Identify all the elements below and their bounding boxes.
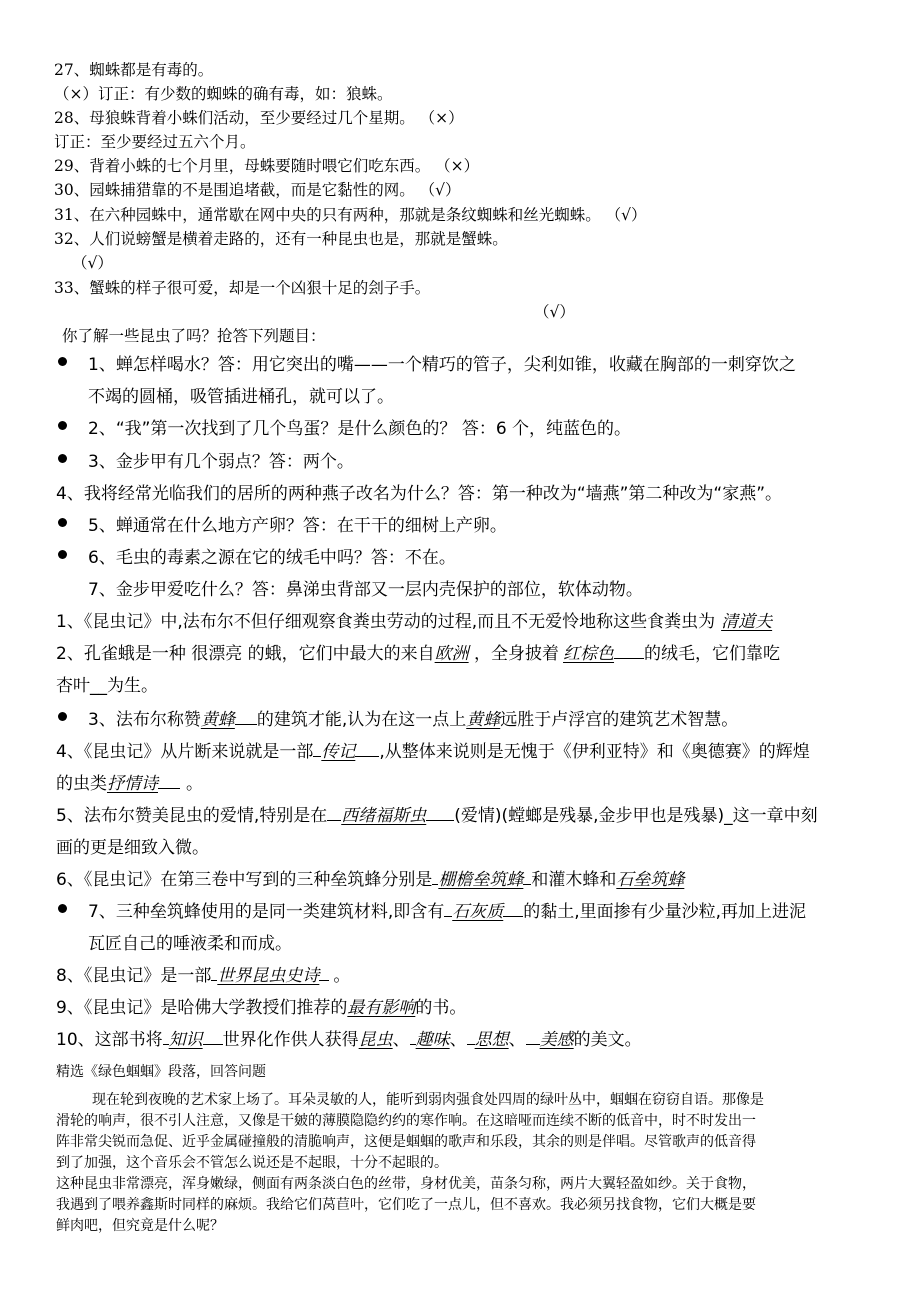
blank-line bbox=[426, 806, 454, 821]
tf-q27: 27、蜘蛛都是有毒的。 bbox=[54, 61, 214, 79]
fill-q5-answer: 西绪福斯虫 bbox=[341, 806, 427, 826]
reading-p2-line3: 鲜肉吧，但究竟是什么呢？ bbox=[56, 1218, 224, 1234]
bullet-icon bbox=[58, 421, 67, 430]
fill-q5 bbox=[56, 801, 818, 826]
fill-q2 bbox=[56, 639, 780, 664]
fill-q7-line2: 瓦匠自己的唾液柔和而成。 bbox=[88, 934, 292, 954]
bullet-icon bbox=[58, 550, 67, 559]
tf-q28: 28、母狼蛛背着小蛛们活动，至少要经过几个星期。 （×） bbox=[54, 109, 464, 127]
fill-q10-answer-1: 知识 bbox=[168, 1030, 203, 1050]
tf-q29: 29、背着小蛛的七个月里，母蛛要随时喂它们吃东西。 （×） bbox=[54, 157, 480, 175]
fill-q2-answer-1: 欧洲 bbox=[434, 644, 469, 664]
fill-q1-answer: 清道夫 bbox=[721, 612, 773, 632]
quiz-heading: 你了解一些昆虫了吗？抢答下列题目： bbox=[62, 327, 326, 345]
blank-line bbox=[503, 902, 523, 917]
blank-line bbox=[203, 1030, 223, 1045]
quiz-q1-line1: 1、蝉怎样喝水？答：用它突出的嘴——一个精巧的管子，尖利如锥，收藏在胸部的一刺穿饮之 bbox=[88, 355, 796, 375]
fill-q2-text: 2、孔雀蛾是一种 很漂亮 的蛾，它们中最大的来自 bbox=[56, 644, 435, 664]
fill-q1 bbox=[56, 607, 772, 632]
quiz-q4: 4、我将经常光临我们的居所的两种燕子改名为什么？答：第一种改为“墙燕”第二种改为“家燕”。 bbox=[56, 484, 783, 504]
tf-q30: 30、园蛛捕猎靠的不是围追堵截，而是它黏性的网。 （√） bbox=[54, 181, 461, 199]
fill-q6 bbox=[56, 865, 684, 890]
fill-q3-text: 3、法布尔称赞 bbox=[88, 710, 201, 730]
fill-q8-text: 8、《昆虫记》是一部 bbox=[56, 966, 212, 986]
bullet-icon bbox=[58, 454, 67, 463]
fill-q3-answer-1: 黄蜂 bbox=[200, 710, 235, 730]
fill-q10-sep: 、 bbox=[508, 1030, 526, 1050]
fill-q7 bbox=[88, 897, 806, 922]
reading-p2-line2: 我遇到了喂养鑫斯时同样的麻烦。我给它们莴苣叶，它们吃了一点儿，但不喜欢。我必须另找食物，它们大概是要 bbox=[56, 1197, 756, 1213]
fill-q6-answer-1: 棚檐垒筑蜂 bbox=[438, 870, 524, 890]
fill-q10-post: 的美文。 bbox=[573, 1030, 642, 1050]
fill-q7-post: 的黏土,里面掺有少量沙粒,再加上进泥 bbox=[523, 902, 807, 922]
fill-q3-mid: 的建筑才能,认为在这一点上 bbox=[256, 710, 467, 730]
blank-line bbox=[158, 774, 180, 789]
reading-p1-line3: 阵非常尖锐而急促、近乎金属碰撞般的清脆响声，这便是蝈蝈的歌声和乐段，其余的则是伴唱。尽管歌声的低音得 bbox=[56, 1134, 756, 1150]
tf-q33: 33、蟹蛛的样子很可爱，却是一个凶狠十足的刽子手。 bbox=[54, 279, 431, 297]
reading-p2-line1: 这种昆虫非常漂亮，浑身嫩绿，侧面有两条淡白色的丝带，身材优美，苗条匀称，两片大翼轻盈如纱。关于食物， bbox=[56, 1176, 756, 1192]
fill-q3 bbox=[88, 705, 738, 730]
fill-q6-text: 6、《昆虫记》在第三卷中写到的三种垒筑蜂分别是 bbox=[56, 870, 433, 890]
blank-line bbox=[467, 1030, 475, 1045]
fill-q3-answer-2: 黄蜂 bbox=[466, 710, 501, 730]
quiz-q1-line2: 不竭的圆桶，吸管插进桶孔，就可以了。 bbox=[88, 387, 394, 407]
blank-line bbox=[526, 1030, 540, 1045]
reading-p1-line2: 滑轮的响声，很不引人注意，又像是干皴的薄膜隐隐约约的寒作响。在这暗哑而连续不断的低音中，时不时发出一 bbox=[56, 1113, 756, 1129]
quiz-q2: 2、“我”第一次找到了几个鸟蛋？是什么颜色的？ 答：6 个，纯蓝色的。 bbox=[88, 419, 632, 439]
fill-q8-answer: 世界昆虫史诗 bbox=[217, 966, 320, 986]
fill-q4-post: ,从整体来说则是无愧于《伊利亚特》和《奥德赛》的辉煌 bbox=[379, 742, 810, 762]
tf-q33-mark: （√） bbox=[534, 303, 575, 321]
fill-q10-text: 10、这部书将 bbox=[56, 1030, 163, 1050]
fill-q6-mid: 和灌木蜂和 bbox=[531, 870, 617, 890]
fill-q6-answer-2: 石垒筑蜂 bbox=[616, 870, 685, 890]
fill-q8-post: 。 bbox=[333, 966, 351, 986]
quiz-q5: 5、蝉通常在什么地方产卵？答：在干干的细树上产卵。 bbox=[88, 516, 507, 536]
fill-q4-answer-2: 抒情诗 bbox=[107, 774, 158, 794]
reading-p1-line1: 现在轮到夜晚的艺术家上场了。耳朵灵敏的人，能听到弱肉强食处四周的绿叶丛中，蝈蝈在窃窃自语。那像是 bbox=[92, 1092, 764, 1108]
fill-q5-text: 5、法布尔赞美昆虫的爱情,特别是在 bbox=[56, 806, 328, 826]
reading-heading: 精选《绿色蝈蝈》段落，回答问题 bbox=[56, 1064, 266, 1080]
blank-line bbox=[235, 710, 257, 725]
tf-q27-correction: （×）订正：有少数的蜘蛛的确有毒，如：狼蛛。 bbox=[54, 85, 393, 103]
fill-q7-text: 7、三种垒筑蜂使用的是同一类建筑材料,即含有 bbox=[88, 902, 445, 922]
fill-q10-answer-5: 美感 bbox=[539, 1030, 574, 1050]
fill-q4-text: 4、《昆虫记》从片断来说就是一部 bbox=[56, 742, 314, 762]
fill-q10-sep: 、 bbox=[392, 1030, 410, 1050]
fill-q2-line2: 杏叶__为生。 bbox=[56, 676, 158, 696]
fill-q9-post: 的书。 bbox=[415, 998, 467, 1018]
tf-q28-correction: 订正：至少要经过五六个月。 bbox=[54, 133, 256, 151]
fill-q10-mid: 世界化作供人获得 bbox=[222, 1030, 359, 1050]
fill-q3-post: 远胜于卢浮宫的建筑艺术智慧。 bbox=[500, 710, 739, 730]
fill-q9-answer: 最有影响 bbox=[347, 998, 416, 1018]
fill-q7-answer: 石灰质 bbox=[452, 902, 504, 922]
fill-q2-mid: ，全身披着 bbox=[468, 644, 560, 664]
fill-q8 bbox=[56, 961, 350, 986]
fill-q5-post: (爱情)(螳螂是残暴,金步甲也是残暴)_这一章中刻 bbox=[454, 806, 818, 826]
fill-q9 bbox=[56, 993, 466, 1018]
fill-q4 bbox=[56, 737, 810, 762]
quiz-q7: 7、金步甲爱吃什么？答：鼻涕虫背部又一层内壳保护的部位，软体动物。 bbox=[88, 580, 643, 600]
fill-q10 bbox=[56, 1025, 642, 1050]
blank-line bbox=[327, 806, 341, 821]
blank-line bbox=[319, 966, 329, 981]
fill-q5-line2: 画的更是细致入微。 bbox=[56, 838, 209, 858]
blank-line bbox=[355, 742, 379, 757]
fill-q10-answer-2: 昆虫 bbox=[358, 1030, 393, 1050]
fill-q2-answer-2: 红棕色 bbox=[563, 644, 615, 664]
fill-q4-answer: 传记 bbox=[321, 742, 356, 762]
bullet-icon bbox=[58, 518, 67, 527]
fill-q1-text: 1、《昆虫记》中,法布尔不但仔细观察食粪虫劳动的过程,而且不无爱怜地称这些食粪虫为 bbox=[56, 612, 716, 632]
fill-q2-post: 的绒毛，它们靠吃 bbox=[644, 644, 781, 664]
fill-q10-answer-4: 思想 bbox=[474, 1030, 509, 1050]
bullet-icon bbox=[58, 712, 67, 721]
fill-q9-text: 9、《昆虫记》是哈佛大学教授们推荐的 bbox=[56, 998, 348, 1018]
fill-q10-answer-3: 趣味 bbox=[415, 1030, 450, 1050]
fill-q4-line2 bbox=[56, 769, 203, 794]
tf-q31: 31、在六种园蛛中，通常歇在网中央的只有两种，那就是条纹蜘蛛和丝光蜘蛛。 （√） bbox=[54, 206, 647, 224]
quiz-q6: 6、毛虫的毒素之源在它的绒毛中吗？答：不在。 bbox=[88, 548, 456, 568]
quiz-q3: 3、金步甲有几个弱点？答：两个。 bbox=[88, 452, 354, 472]
tf-q32: 32、人们说螃蟹是横着走路的，还有一种昆虫也是，那就是蟹蛛。 bbox=[54, 230, 508, 248]
fill-q4-line2-text: 的虫类 bbox=[56, 774, 107, 794]
fill-q10-sep: 、 bbox=[449, 1030, 467, 1050]
reading-p1-line4: 到了加强，这个音乐会不管怎么说还是不起眼，十分不起眼的。 bbox=[56, 1155, 448, 1171]
bullet-icon bbox=[58, 357, 67, 366]
blank-line bbox=[614, 644, 644, 659]
fill-q4-line2-post: 。 bbox=[186, 774, 203, 794]
bullet-icon bbox=[58, 904, 67, 913]
tf-q32-mark: （√） bbox=[72, 254, 113, 272]
